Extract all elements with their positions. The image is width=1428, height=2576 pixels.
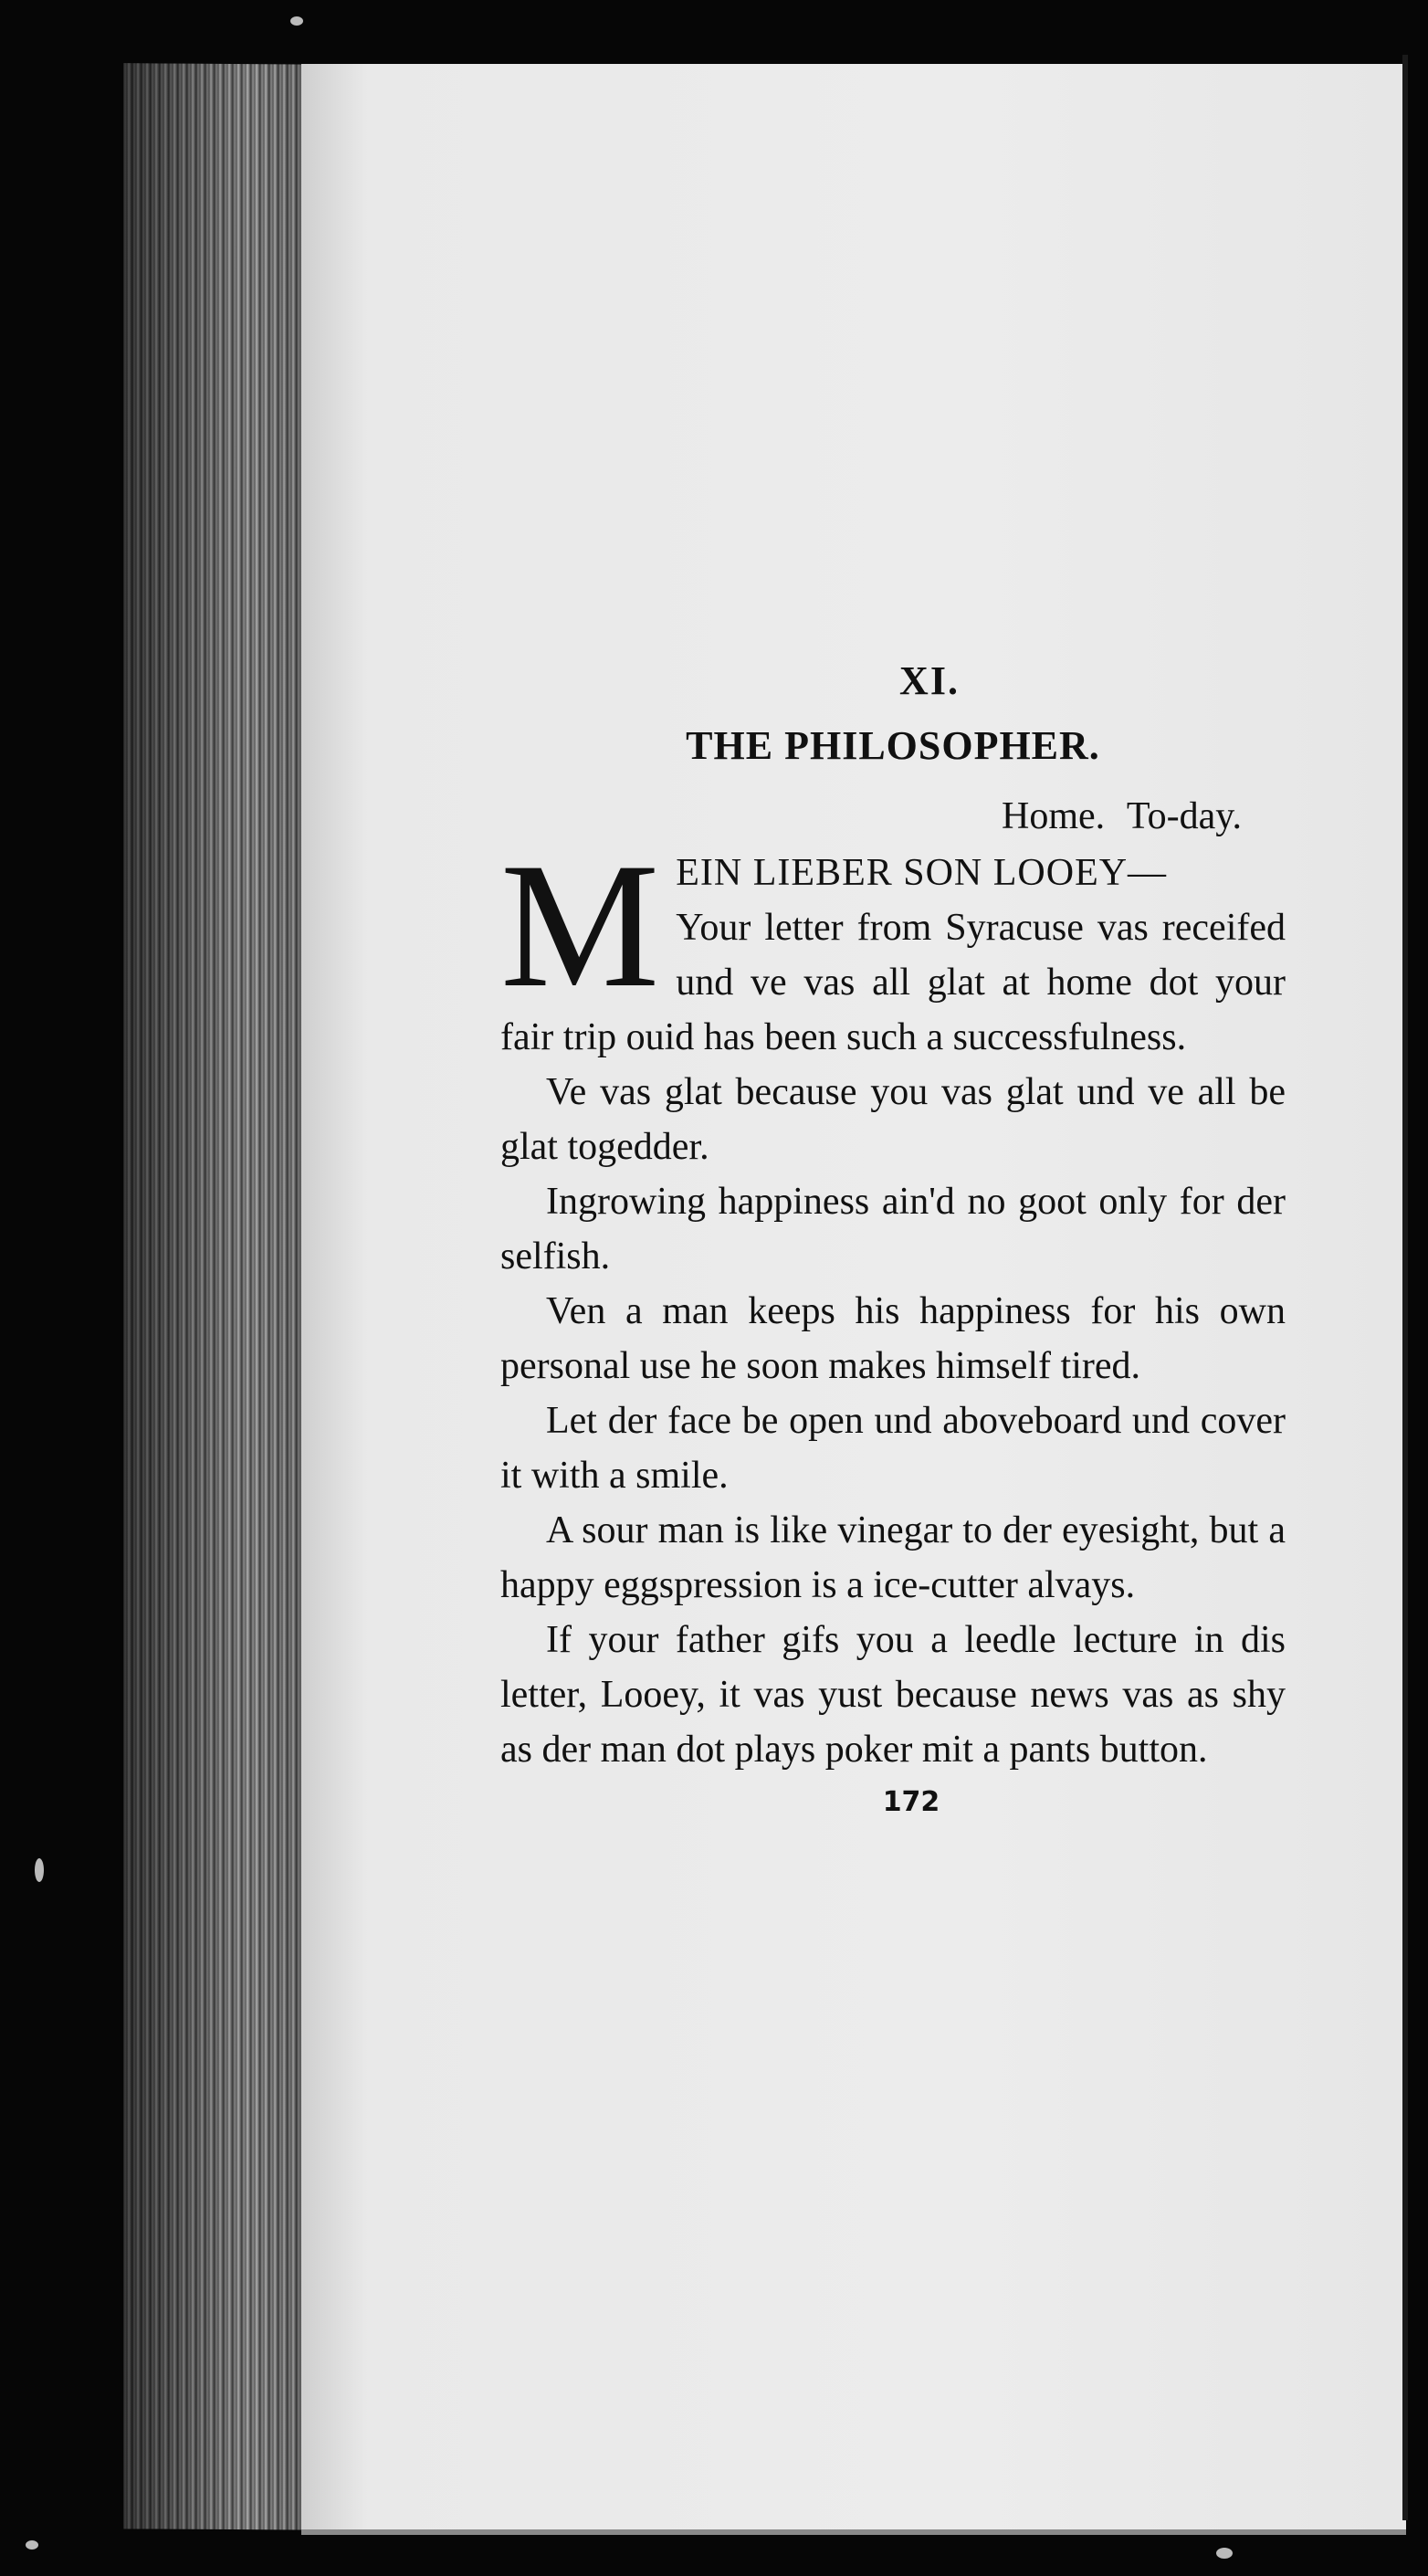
opening-paragraph bbox=[500, 826, 1286, 1065]
paragraph: Ven a man keeps his happiness for his own personal use he soon makes himself tired. bbox=[500, 1290, 1286, 1387]
dateline: Home. To-day. bbox=[1001, 795, 1242, 837]
drop-cap: M bbox=[500, 826, 660, 1025]
page-text bbox=[500, 657, 1286, 1818]
paragraph: A sour man is like vinegar to der eyesight, but a happy eggspression is a ice-cutter alvays. bbox=[500, 1509, 1286, 1606]
chapter-number: XI. bbox=[899, 658, 960, 703]
page-right-edge bbox=[1402, 55, 1408, 2520]
scan-speck bbox=[35, 1858, 44, 1882]
salutation: EIN LIEBER SON LOOEY— bbox=[676, 852, 1168, 894]
opening-text: Your letter from Syracuse vas receifed und ve vas all glat at home dot your fair trip ouid has been such a successfulness. bbox=[500, 907, 1286, 1058]
scan-speck bbox=[26, 2540, 38, 2550]
paragraph: Ingrowing happiness ain'd no goot only for der selfish. bbox=[500, 1181, 1286, 1277]
paragraph: Let der face be open und aboveboard und cover it with a smile. bbox=[500, 1400, 1286, 1497]
paragraph: If your father gifs you a leedle lecture in dis letter, Looey, it vas yust because news vas as shy as der man dot plays poker mit a pants button. bbox=[500, 1619, 1286, 1771]
page-number: 172 bbox=[882, 1786, 940, 1818]
scan-speck bbox=[290, 16, 303, 26]
chapter-title: THE PHILOSOPHER. bbox=[686, 723, 1100, 768]
paragraph: Ve vas glat because you vas glat und ve all be glat togedder. bbox=[500, 1071, 1286, 1168]
scan-speck bbox=[1216, 2548, 1233, 2559]
